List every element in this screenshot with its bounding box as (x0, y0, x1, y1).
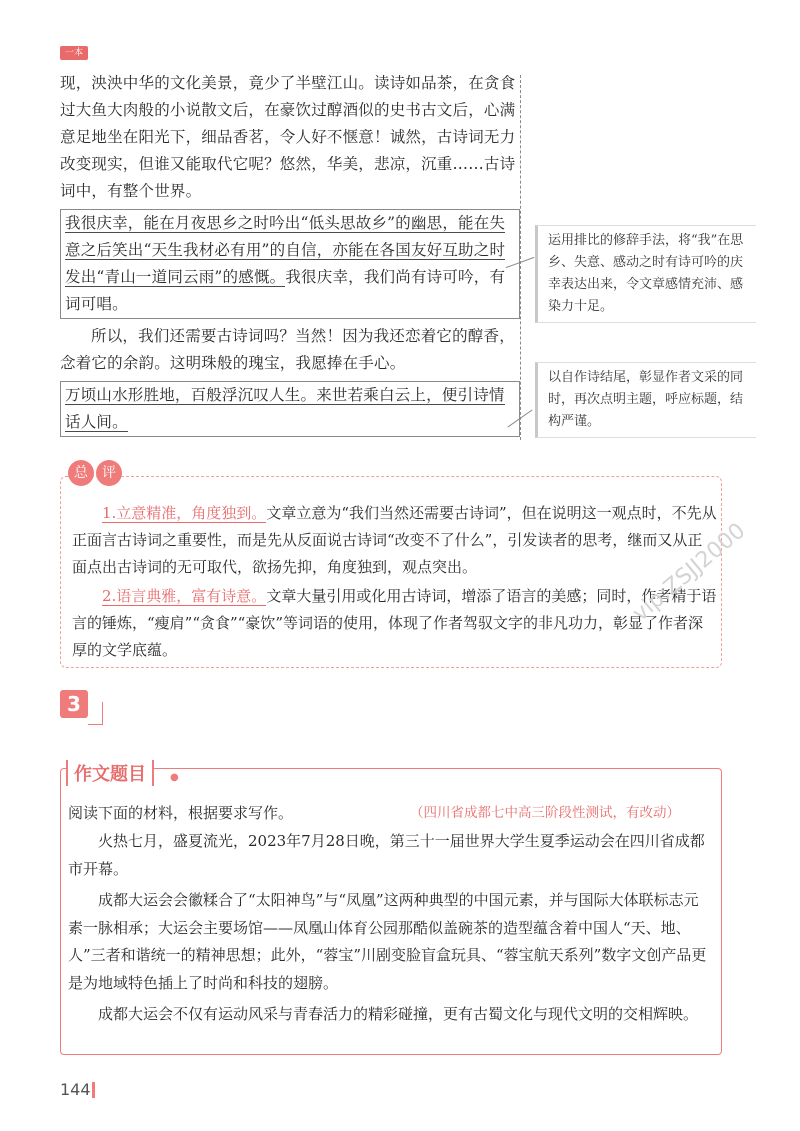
review-point-1-text: 文章立意为“我们当然还需要古诗词”，但在说明这一观点时，不先从正面言古诗词之重要性，而是先从反面说古诗词“改变不了什么”，引发读者的思考，继而又从正面点出古诗词的无可取代，欲扬先抑，角度独到，观点突出。 (72, 504, 717, 576)
material-paragraph-1: 火热七月，盛夏流光，2023年7月28日晚，第三十一届世界大学生夏季运动会在四川省成都市开幕。 (68, 832, 705, 878)
section-number-decoration (88, 702, 103, 725)
highlight-ending-poem (60, 381, 520, 437)
essay-ending-poem: 万顷山水形胜地，百般浮沉叹人生。来世若乘白云上，便引诗情话人间。 (65, 386, 505, 431)
section-number: 3 (60, 690, 88, 718)
page-number: 144 (60, 1080, 91, 1099)
watermark: vip:ZSJJ2000 (628, 518, 751, 627)
review-point-2 (72, 583, 717, 664)
prompt-header-dot-icon: ● (170, 772, 179, 783)
review-badge-char-1: 总 (68, 460, 94, 486)
page-number-bar (92, 1082, 95, 1098)
review-point-1-label: 1.立意精准，角度独到。 (102, 504, 267, 522)
review-point-2-text: 文章大量引用或化用古诗词，增添了语言的美感；同时，作者精于语言的锤炼，“瘦肩”“贪食”“豪饮”等词语的使用，体现了作者驾驭文字的非凡功力，彰显了作者深厚的文学底蕴。 (72, 587, 717, 659)
essay-paragraph-3: 所以，我们还需要古诗词吗？当然！因为我还恋着它的醇香，念着它的余韵。这明珠般的瑰宝，我愿捧在手心。 (60, 327, 515, 372)
review-text (72, 500, 717, 666)
highlight-parallelism (60, 209, 520, 319)
material-paragraph-2: 成都大运会会徽糅合了“太阳神鸟”与“凤凰”这两种典型的中国元素，并与国际大体联标志元素一脉相承；大运会主要场馆——凤凰山体育公园那酷似盖碗茶的造型蕴含着中国人“天、地、人”三者和谐统一的精神思想；此外，“蓉宝”川剧变脸盲盒玩具、“蓉宝航天系列”数字文创产品更是为地域特色插上了时尚和科技的翅膀。 (68, 891, 707, 992)
corner-tag: 一本 (60, 46, 88, 60)
review-point-2-label: 2.语言典雅，富有诗意。 (102, 587, 267, 605)
prompt-source: （四川省成都七中高三阶段性测试，有改动） (410, 805, 680, 821)
margin-note-parallelism: 运用排比的修辞手法，将“我”在思乡、失意、感动之时有诗可吟的庆幸表达出来，令文章感情充沛、感染力十足。 (535, 225, 756, 323)
essay-parallel-sentence: 我很庆幸，能在月夜思乡之时吟出“低头思故乡”的幽思，能在失意之后笑出“天生我材必有用”的自信，亦能在各国友好互助之时发出“青山一道同云雨”的感慨。 (65, 214, 506, 286)
prompt-material (68, 828, 713, 1033)
material-paragraph-3: 成都大运会不仅有运动风采与青春活力的精彩碰撞，更有古蜀文化与现代文明的交相辉映。 (98, 1005, 699, 1023)
review-badge-char-2: 评 (96, 460, 122, 486)
prompt-instruction: 阅读下面的材料，根据要求写作。 (68, 804, 294, 822)
margin-divider (520, 75, 521, 440)
review-badge (68, 460, 122, 486)
essay-paragraph-1: 现，泱泱中华的文化美景，竟少了半壁江山。读诗如品茶，在贪食过大鱼大肉般的小说散文后，在豪饮过醇酒似的史书古文后，心满意足地坐在阳光下，细品香茗，令人好不惬意！诚然，古诗词无力改变现实，但谁又能取代它呢？悠然，华美，悲凉，沉重……古诗词中，有整个世界。 (60, 74, 516, 200)
review-point-1 (72, 500, 717, 581)
prompt-header: 作文题目 (66, 760, 154, 786)
margin-note-ending: 以自作诗结尾，彰显作者文采的同时，再次点明主题，呼应标题，结构严谨。 (535, 362, 756, 438)
essay-paragraph-2-end: 我很庆幸，我们尚有诗可吟，有词可唱。 (65, 268, 506, 313)
essay-excerpt (60, 70, 520, 441)
